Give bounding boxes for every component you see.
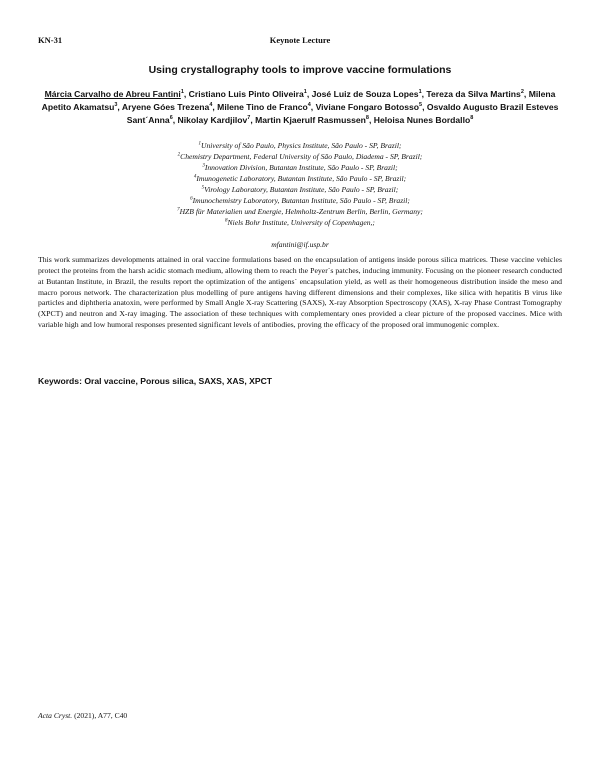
keywords-line: Keywords: Oral vaccine, Porous silica, SAXS, XAS, XPCT bbox=[38, 376, 273, 386]
author-name: Milena Apetito Akamatsu bbox=[41, 89, 556, 112]
author-affil-mark: 8 bbox=[365, 114, 369, 121]
affiliation bbox=[60, 140, 540, 151]
journal-name: Acta Cryst. bbox=[38, 711, 73, 720]
affiliation bbox=[60, 206, 540, 217]
author-affil-mark: 6 bbox=[169, 114, 173, 121]
author-name: Aryene Góes Trezena bbox=[121, 101, 210, 112]
affiliation-text: Imunochemistry Laboratory, Butantan Institute, São Paulo - SP, Brazil; bbox=[192, 196, 410, 205]
author-affil-mark: 8 bbox=[470, 114, 474, 121]
author-name: Heloisa Nunes Bordallo bbox=[373, 114, 471, 125]
affiliation-number: 4 bbox=[193, 174, 197, 180]
affiliation-number: 6 bbox=[190, 196, 193, 202]
author-4 bbox=[426, 89, 523, 99]
affiliation-text: Niels Bohr Institute, University of Copenhagen,; bbox=[227, 218, 375, 227]
author-affil-mark: 3 bbox=[114, 101, 118, 108]
author-name: Viviane Fongaro Botosso bbox=[315, 101, 420, 112]
affiliation-text: Imunogenetic Laboratory, Butantan Institute, São Paulo - SP, Brazil; bbox=[196, 174, 407, 183]
affiliation-list bbox=[60, 140, 540, 228]
affiliation-number: 8 bbox=[225, 218, 228, 224]
author-affil-mark: 7 bbox=[247, 114, 251, 121]
author-affil-mark: 4 bbox=[209, 101, 213, 108]
affiliation-text: University of São Paulo, Physics Institute, São Paulo - SP, Brazil; bbox=[201, 141, 402, 150]
affiliation-number: 1 bbox=[198, 141, 202, 147]
author-2 bbox=[189, 89, 307, 99]
author-6 bbox=[122, 102, 212, 112]
affiliation bbox=[60, 184, 540, 195]
affiliation-text: Innovation Division, Butantan Institute, São Paulo - SP, Brazil; bbox=[204, 163, 398, 172]
author-affil-mark: 2 bbox=[520, 89, 524, 96]
author-name: Tereza da Silva Martins bbox=[426, 89, 521, 99]
lecture-code: KN-31 bbox=[38, 35, 63, 45]
citation-details: (2021), A77, C40 bbox=[74, 711, 128, 720]
author-3 bbox=[312, 89, 422, 99]
author-12 bbox=[374, 115, 474, 125]
author-name: Osvaldo Augusto Brazil Esteves Sant´Anna bbox=[126, 101, 559, 125]
contact-email: mfantini@if.usp.br bbox=[271, 240, 329, 249]
affiliation-number: 3 bbox=[202, 163, 205, 169]
abstract-body: This work summarizes developments attained in oral vaccine formulations based on the encapsulation of antigens inside porous silica matrices. These vaccine vehicles protect the proteins from the harsh acidic stomach medium, allowing them to reach the Peyer´s patches, inducing immunity. Focusing on the pioneer research conducted at Butantan Institute, in Brazil, the results report the optimization of the antigens´ encapsulation yield, as well as their homogeneous distribution inside the meso and macro porous network. The characterization plus modelling of pure antigens having different dimensions and their complexes, like silica with hepatitis B virus like particles and diphtheria anatoxin, were performed by Small Angle X-ray Scattering (SAXS), X-ray Absorption Spectroscopy (XAS), X-ray Phase Contrast Tomography (XPCT) and neutron and X-ray imaging. The association of these techniques with complementary ones provided a clear picture of the proposed vaccines. Mice with variable high and low humoral responses presented significant levels of antibodies, proving the efficacy of the proposed oral immunogenic complex. bbox=[38, 255, 562, 330]
affiliation-text: HZB für Materialien und Energie, Helmholtz-Zentrum Berlin, Berlin, Germany; bbox=[179, 207, 423, 216]
author-affil-mark: 1 bbox=[303, 89, 307, 96]
affiliation-number: 7 bbox=[177, 207, 180, 213]
affiliation-number: 2 bbox=[177, 152, 181, 158]
author-name: José Luiz de Souza Lopes bbox=[311, 89, 419, 99]
author-name: Martin Kjaerulf Rasmussen bbox=[255, 114, 366, 125]
paper-title: Using crystallography tools to improve vaccine formulations bbox=[148, 64, 452, 76]
section-label: Keynote Lecture bbox=[269, 35, 331, 45]
author-10 bbox=[178, 115, 251, 125]
author-7 bbox=[217, 102, 311, 112]
author-affil-mark: 4 bbox=[307, 101, 311, 108]
author-affil-mark: 1 bbox=[180, 89, 184, 96]
author-list: Márcia Carvalho de Abreu Fantini$^1$, Cristiano Luis Pinto Oliveira$^1$, José Luiz de Souza Lopes$^1$, Tereza da Silva Martins$^2$, Milena Apetito Akamatsu$^3$, Aryene Góes Trezena$^4$, Milene Tino de Franco$^4$, Viviane Fongaro Botosso$^5$, Osvaldo Augusto Brazil Esteves Sant´Anna$^6$, Nikolay Kardjilov$^7$, Martin Kjaerulf Rasmussen$^8$, Heloisa Nunes Bordallo$^8$ bbox=[41, 89, 559, 125]
author-affil-mark: 5 bbox=[419, 101, 423, 108]
author-8 bbox=[316, 102, 423, 112]
affiliation bbox=[60, 162, 540, 173]
affiliation bbox=[60, 173, 540, 184]
author-11 bbox=[255, 115, 369, 125]
affiliation bbox=[60, 217, 540, 228]
presenting-author-name: Márcia Carvalho de Abreu Fantini bbox=[44, 89, 181, 99]
citation-footer bbox=[38, 711, 127, 720]
author-1 bbox=[45, 89, 184, 99]
author-name: Milene Tino de Franco bbox=[217, 101, 308, 112]
author-affil-mark: 1 bbox=[418, 89, 422, 96]
affiliation bbox=[60, 195, 540, 206]
affiliation-text: Chemistry Department, Federal University of São Paulo, Diadema - SP, Brazil; bbox=[180, 152, 423, 161]
affiliation-number: 5 bbox=[201, 185, 205, 191]
affiliation bbox=[60, 151, 540, 162]
affiliation-text: Virology Laboratory, Butantan Institute, São Paulo - SP, Brazil; bbox=[204, 185, 399, 194]
author-name: Cristiano Luis Pinto Oliveira bbox=[188, 89, 304, 99]
author-name: Nikolay Kardjilov bbox=[177, 114, 248, 125]
